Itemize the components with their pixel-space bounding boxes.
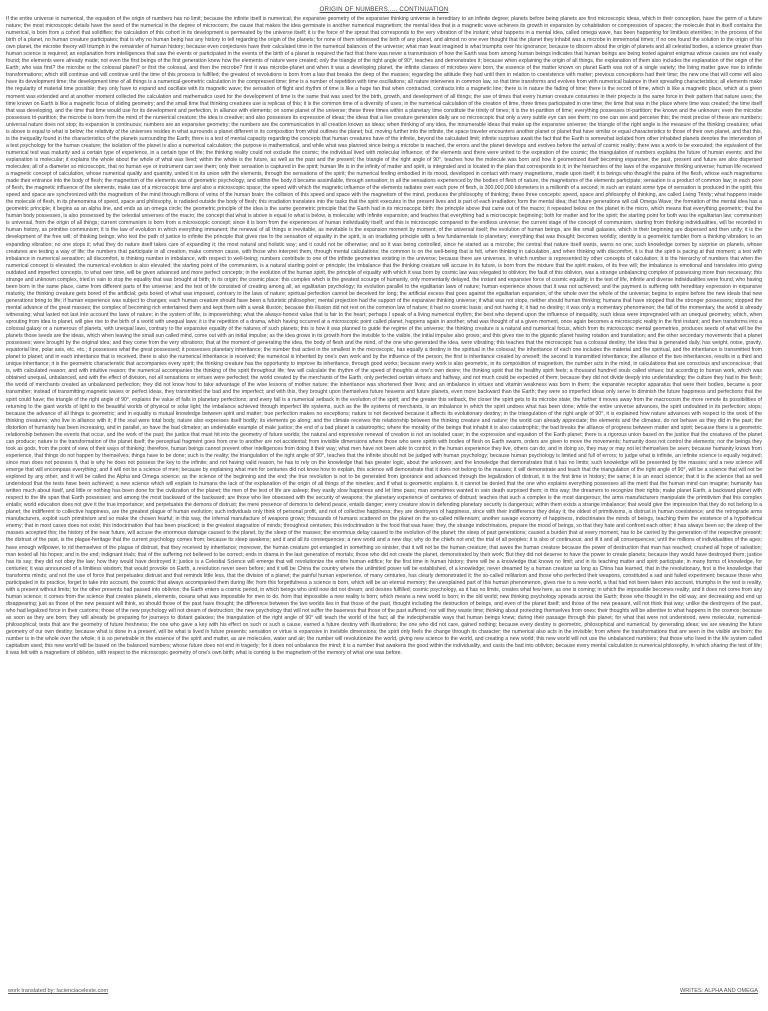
page-footer bbox=[6, 986, 762, 996]
document-page bbox=[6, 0, 762, 1011]
translator-credit: work translated by: lacienciaceleste.com bbox=[8, 988, 109, 994]
author-credit: WRITES: ALPHA AND OMEGA bbox=[679, 988, 758, 994]
page-title: ORIGIN OF NUMBERS..... CONTINUATION bbox=[319, 6, 449, 13]
body-text: If the entire universe is numerical, the equation of the origin of numbers has no limit; because the infinite itself is numerical; the expansive geometry of the expansive thinking universe is hereditary to an infinite degree; planets before being planets are first microscopic ideas, which in their conception, have the germ of a future nature; the most microscopic details have the seed of the numerical in the degree of microcosm; the cause that makes the idea germinate is another numerical magnetism; the mental idea that is a magnetic wave achieves its growth in expansion by cohabitation or compression of spaces; the molecule that in itself contains the numerical, is born from a cohort that solidifies; the calculation of this cohort in its development is permeated by the universe itself; it is the force of the sprout that corresponds to the very vibration of the instant; what happens in a mental idea, called omega wave, has been happening for limitless eternities; in the process of the birth of a planet, no human creature participates; that is why no human being has any history to tell regarding the origin of the planets; for none of them witnessed the birth of any planet, and almost no one ever thought that the planet they inhabit was a microbe in immemorial times; if no one found the solution to the origin of his own planet, the microbe theory will triumph in the remainder of human history; because even conjectures have their calculated time in the numerical balances of the universe; what man least imagined is what triumphs over his ignorance; because to discern about the origin of planets and all celestial bodies, a science greater than human science is required; an explanation from intelligences that saw the events or participated in the events of the birth of a planet is required the fact that there was never a transmission of how the Earth was born among human beings indicates that human beings are being tested against enigmas whose causes are not easily found; the elements were already made; not even the first beings of the first generation knew how the elements of nature were created; only the triangle of the right angle of 90°, teaches and demonstrates it; because when explaining the origin of all things, the explanation of them also includes the explanation of the origin of the Earth; who was first? the microbe or the colossal planet? or first the colossal, and then the microbe? first it was microbe-planet and when it was a developing planet, the infinite classes of microbes were born, the essence of the matter known on planet Earth was not of a single variety; the living matter gave rise to infinite transformations; which still continue and will continue until the time of this process is fulfilled; the greatest of revolutions is born from a law that breaks the deep of the masses; regarding the attitude they had until then in relation to coexistence with matter; previous conceptions had their time; the new one that will come will also have its development time; the development time of all things is a numerical-geometric calculation in the compressed time; time is a number of repetition with time oscillations; all nature intervenes in common law, so that time transforms and evolves from with numerical balance in their spreading characteristics; all elements make the regularity of material time possible; they only have to expand and oscillate with its magnetic wave; the sensation of flight and rhythm of time is like a huge fan that when contracted, contracts into a magnetic line; there is in nature the fading of time; there is the record of time, which is like a magnetic place, which at a given moment was extended and at another moment collected the calculation and mathematics used for the development of time is the same that was used for the birth, growth, and development of all things; the use of times that every human creature consumes in their projects is the same force in their pattern that nature uses; the time known on Earth is like a magnetic focus of sliding geometry; and the small time that thinking creatures use is replicas of this; it is the common time of a diversity of uses; in the numerical calculation of the creation of time, three times participated in one time; the time that was in the place where time was created; the time itself that was developing, and the time that time would use for its development and perfection, in alliance with elements; on some planet of the universe; these three times within a planetary time constitute the trinity of times; it is the tri-partition of time; everything possesses tri-partition; the known and the unknown; even the microbe possesses tri-partition; the microbe is born from the mind of the numerical creature; the idea is creative; and also possesses its expression of ideas; the ideas that a live creature generates daily are so microscopic that only a very subtle eye can see them; no one can see and perceive this; the most precise of these are numbers; universal nature does not stop; its expansion is continuous; numbers are an expansive geometry; the numbers are the communication in all creation known as ideas; when thinking of any idea, the innumerable ideas that make up the expansive universe; the triangle of the right angle is the measure of the thinking creatures; what is above is equal to what is below; the relativity of the universes resides in what surrounds a planet different in its composition from what outlines the planet; but, moving further into the infinite, the space traveler encounters another planet or planet that have similar or equal characteristics to those of their own planet, and that this, is the inequality found in the characteristics of the planets surrounding the Earth; there is a test of mental capacity regarding the concepts that human creatures have of the infinite, beyond the calculated limit; infinite surprises await the fact that the Earth is somewhat isolated from other inhabited planets denotes the intervention of a test psychology for the human creature; the isolation of the planet is also a numerical calculation; the purpose is mathematical, and while what was planned since being a microbe is reached, the errors and the planet develops and evolves before the arrival of cosmic reality; there was a work to be executed; the equivalent of the numerical test was maturity and a certain type of experience, in a certain type of life; the thinking reality could not exclude the cosmic; the individual lived with molecular influence; of the elements and there were united to the expiration of the cosmic; the triangulation of numbers explains the future of human events; and the explanation is molecular; it explains the whole about the whole of what was lived; within the whole is the future, as well as the past and the present; the triangle of the right angle of 90°, teaches how the molecule was born and how it geometrized itself becoming expansive; the past, present and future are also dispersed molecules; all of a diameter so microscopic, that no human eye or instrument can see them; only their sensation is captured in the spirit; human life is in the infinity of matter and spirit, is integrated and is located in the plan that corresponds to it; in the hierarchies of the laws of the expansive thinking universe; human life received a magnetic concept of calculation, whose numerical quality and quantity, united it in its union with the elements, through the sensations of the spirit; the numerical feeling embodied in its mood, developed in contact with many magnetisms, made upon itself; it is beings who thought the pains of the flesh, whose each magnetisms made their entrance into the body of flesh; the magnetism of the elements was of geometric psychology; and within the body it became assimilable, through sensation; in all the sensations experienced by the bodies of flesh of nature, the magnetisms of the elements participate; sensation is a product of common law; in each pore of flesh, the magnetic influence of the elements, make use of a microscopic time and also a microscopic space; the speed with which the magnetic influence of the elements radiates over each pore of flesh, is 300,000,000 kilometers in a millionth of a second; in such an instant some type of sensation is produced in the spirit; this speed and space are synchronized with the magnetism of the mind through millions of veins of the human brain; the collision of this speed and space with the magnetism of the mind, produces the philosophy of thinking; these three concepts: speed, space and philosophy of thinking, are called Living Trinity; what happens inside the molecule of flesh, in its phenomena of speed, space and philosophy, is radiated outside the body of flesh; this irradiation translates into the tasks that the spirit executes in the present lives and is part of each irradiation; form the mental idea; that future generations will call Omega Wave; the formation of the mental idea has a geometric principle; it begins as an alpha line, and ends as an omega circle; the geometric principle of the idea is the same geometric principle that the Earth had in its microscopic birth; the principle above that came out of the macro; it repeated below on the planet in the micro, which means that everything geometric; that the human body possesses, is also possessed by the celestial universes of the macro; the concept that what is above is equal to what is below, is molecular with infinite expansion; and teaches that everything had a microscopic beginning; both for matter and for the spirit; the starting point for both was the egalitarian law; communism is universal, from the origin of all things; current communism is born from a microscopic concept; since it is born from the experiences of human individuality itself; and this is microscopic compared to the endless universe; the current stage of the concept of communism, starting from thinking individualities, will be recorded in human history, as primitive communism; it is the law of evolution in which everything immanent; the renewal of all things is inevitable, as inevitable is the expansion moment by moment, of the universal itself; the evolution of human beings, are like small galaxies, which in their beginning are dispersed and then unify; it is the development of the free will; of thinking beings; who test the path of justice to infinite the principle that gives rise to the sensation of equality in the spirit, is an irradiating principle with a few fundamentals to planetary; everything that was thought; becomes worldly; identity is a geometric tumbler from a thinking vibration; to an expanding vibration; no one stops it; what they do nature itself takes care of expanding it; the most natural and holistic way; and it could not be otherwise; and so it was being controlled, since he started as a microbe; the central that nature itself wants, warns no one; such knowledge comes by surprise on planets, whose creatures are testing a way of life; the numbers that participate in all creation, make common cause, with those who interpret them, through mental calculations; the common is on the well-being that is felt, when thinking in calculation, and when thinking with discomfort, it is that the spirit is pacing at that moment; a test with imbalance in numerical sensation; all discomfort, is thinking number in imbalance, with respect to well-being; numbers contribute to one of the infinite geometries existing in the universe; because there are universes, in which number is represented by other concepts of calculation; it is the hierarchy of numbers that when the numerical concept is elevated; the numerical evolution is also elevated; the starting point of the communism, is a natural starting point or principle; the imbalance that the thinking creature will accuse in its future, is born from the mixture that the spirit makes, of its free will; the imbalance is emotional and translates into giving outdated and imperfect concepts, to what over time, will be given advanced and more perfect concepts; in the evolution of the human spirit, the principle of equality with which it was born by cosmic law was relegated to oblivion; the fault of this oblivion, was a strange unbalancing complex of possessing more than necessary; this strange and unknown complex, tried in vain to stop the equality that was brought at birth; in its origin; the cosmic place: this complex which is the greatest scourge of humanity, only momentarily delayed, the instant and expansive force of cosmic equality; in the test of life, infinite and diverse individualities were found, who having been born in the same place, came from different parts of the universe; and the test of life consisted of creating among all, an egalitarian psychology; its evolution parallel to the egalitarian laws of nature; human experience shows that it was not achieved; and the payment is suffering with hereditary expression in expansive maturity, the thinking creature gets bored of the artificial; gets bored of what was imposed, contrary to the laws of nature; spiritual perfection cannot be deceived for long; the artificial excess that goes against the egalitarian expansion, of the whole over the whole of the universe; begins to expire before the new ideals that new generations bring to life; if human experience was subject to changes; each human creature should have been a futuristic philosopher; mental projection had the support of the expansive thinking universe; if what was not stops, neither should human thinking; humans that have stopped that the stronger possessors; stopped the mental advance of the great masses; the complex of becoming rich entertained them and kept them with a weak illusion; because this illusion did not rest on the common law of nature; it had no cosmic basis; and not having it; it had no destiny; it was only a momentary phenomenon; the fall of the momentary, the world is already witnessing; what lasted not last into account the laws of nature; in the system of life, is impoverishing; what the always-honest value that is fair to the heart; perhaps I speak of a living numerical rhythm; the best who depend upon the influence of inequality, such ideas were impregnated with an unequal geometry, which, when sprouting from idea to planet, will give rise to the birth of a world with unequal laws; it is the repetition of a drama, which having occurred at a microscopic point called planet, happens again in another; what was thought of at a given moment, once again becomes a microscopic reality in the first instant; and then transforms into a colossal galaxy or a numerous of planets, with unequal laws, contrary to the expansive equality of the natures of such planets; this is how it was planned to guide the regime of the universe; the thinking creature is a natural and numerical focus, which from its microscopic mental geometries, produces seeds of what will be the planets those seeds are the ideas, which when leaving the small sun called mind, come out with an initial impulse; as the idea grows in its growth from the invisible to the visible, the initial impulse also grows; and this gives rise to the gigantic planet having rotation and translation; and the other secondary movements that a planet possesses; were brought by the original idea; and they come from the very vibrations; that at the moment of generating the idea, the body of flesh and the mind, of the one who generated the idea, were vibrating; this teaches that the microscopic has a colossal destiny; the idea that is generated daily, has weight, noise, gravity, equatorial line, polar axis, etc. etc.; it possesses what the great possessed; it possesses planetary inheritance; the number that acted in the smallest in the microscopic, has equally a destiny in the spiritual in the colossal; the inheritance of each one includes the material and the spiritual, and the inheritance is transmitted from planet to planet; and in each inheritance that is received, there is also the numerical inheritance is received; the numerical is inherited by one's own work and by the influence of the person; the first is inheritance created by oneself; the second is transmitted inheritance; the alliance of the two inheritances, results in a third and unique inheritance; it is the geometric characteristic that accompanies every spirit; the thinking creature has the opportunity to improve its inheritance, through good works; because every work is also geometric, in its composition of magnetism, the number acts in the mind, in calculations that are conscious and unconscious; that is, with calculated reason; and with intuitive reason; the numerical accompanies the thinking of the spirit throughout life; few will calculate the rhythm of the speed of thoughts at one's own desire; the thinking spirit that the healthy spirit feels; a thousand hundred souls called virtues; but according to human work, which was obtained unequal, unbalanced, and with the effect of division, not all sensations or virtues were perfected; the world created by the merchants of the Earth, only perfected certain virtues and halfway, and not much could be expected of them; because they did not divide deeply into understanding; the culture they had in the flesh; the world of merchants created an unbalanced perfection; they did not know how to take advantage of the wise lessons of mother nature; the inheritance was shortened their lives; and an imbalance in virtues and vitamin weakness was born in them; the expansive receptor apparatus that were their bodies, became a poor transmitter; instead of transmitting magnetic waves or perfect ideas, they transmitted the bad and the imperfect; and with this, they brought upon themselves future heavens and future planets, even more backward than the Earth; they were so imperfect ideas only serve to diminish the future happiness and perfections that the spirit could have; the triangle of the right angle of 90°, explains the value of falls in planetary perfections; and every fall is a numerical setback in the evolution of the spirit; and the greater this setback, the closer the spirit gets to its microbe state; the further it moves away from the macrocosm the more remote its possibilities of returning to the giant worlds of light to the beautiful worlds of physical or solar light; the imbalance achieved through imperfect life systems, such as the life systems of merchants, is an imbalance in which the spirit undoes what has been done; while the entire universe advances, the spirit undoubted in its perfection; stops; because the advance of all things is geometric; and in equality is mutual knowledge between spirit and matter; true perfection makes no exceptions; nature is not deceived because it affects its evolutionary destiny; in the triangulation of the right angle of 90°, it is explained how nature advances with respect to the work of the thinking creatures; who live in alliance with it; if the soul were total body, nature also expresses itself bodily; its elements go along; and the climate receives this relationship between the thinking creature and nature; the world can already appreciate; the elements and the climates, do not behave as they did in the past; the distortion of humanity has been increasing, and in parallel, so have the bad climates; an undeniable example of male justice; the end of a bad planet is catastrophic; where the morality of the beings that inhabit it is also catastrophic; the bad breaks the alliance of progress between matter and spirit; because there is a geometric relationship between the events that occur, and the work of the past; the justice that must hit into the geometry of future worlds; the natural and expressive renewal of creation is not an isolated case; in the expression and equation of the Earth planet; there is a rigorous union based on the justice that the creatures of the planet can produce; nature is the transformation of the planet itself; the perceptual fragment goes from one to another are not accidental; from invisible dimensions where those who were spirits with bodies of flesh on Earth swarm, orders are given to move the movements; humanity does not control the elements; nor the beings they took as gods, from the point of view of their ways of thinking; therefore, human beings cannot prevent other intelligences from doing it their way; what men have not been able to control; in the human experience they live, others can do; and in doing so, they may or may not let themselves be seen; because humanity knows from experience, that things do not happen by themselves; things have to be done; such is the reality; the triangulation of the right angle of 90°, teaches that the infinite should not be judged with human psychology; because human psychology is limited and full of errors; to judge what is infinite, an infinite science is equally required; since man does not possess it, that is why he does not possess the key to the infinite; and not having valid reason, he has to rely on the knowledge that has greater logic, about the unknown; and the knowledge that demonstrates that it has no limits; such knowledge will be presented by the masses; and a new science will emerge that will encompass everything; and it will not be a science of men; because by explaining what men for centuries did not know how to explain, this science will demonstrate that it does not belong to the masses; it will demonstrate and teach that the triangulation of the right angle of 90°, will be a science that will not be explored by any other; and it will be called the Alpha and Omega science; as the science of the beginning and the end; the true revolution is not to be generated from ignorance and advanced through the legalization of distrust, it is the first time in history; the same; it is an exact science; that it is the science that as well understood that the tests have been achieved; a new science which will explain to humans the lack of the explanation of the origin of all things of the nineties; and if what is geometric explains it, it cannot be denied that the one who explains everything possesses all the merit that the human mind can imagine; humanity has written much about itself, and little or nothing has been done for the civilization of the planet; the men of the test of life are asleep; they easily slow happiness and let time pass; man sometimes wanted in vain death surprised them; in this way; the dreamers to recognize their rights; make planet Earth, a backward planet with respect to the life span that Earth possesses; and among the most backward of the backward; are those who live obsessed with the security of weapons; the planetary experience of centuries of distrust; teaches that such a complex is the most dangerous; the arms manufacturers manipulate the primitivism that this complex entails; world education does not give it the true importance; and perpetuates the demons of distrust; the mere presence of demons to defend peace, entails danger; every creature slow in defending planetary security is dangerous; within them exists a strange imbalance; that would give the impression that they do not belong to a planet; the indifferent to collective happiness, are the greatest plague of human evolution; such individuals only think of personal profit, and not of collective happiness; they are destroyers of happiness, since with their indifference they delay it; the oldest of primitivisms, is distrust in human coexistence; and the retrograde arms manufacturers, exploit such primitivism and so make the chosen fearful; in this way, the infernal manufacture of weapons grows; thousands of humans scattered on the planet on the so-called millennium; another savage economy of happiness, indoctrinates the minds of beings, teaching them the existence of a hypothetical enemy; that in most cases does not exist; this indoctrination that has been practiced; is the greatest stagnation of minds; throughout centuries; this indoctrination is the food that was have; they, the strange indoctrinators, prepare the mood of beings, so that they hate and confront each other; it has always been so; the sleep of the masses accepted this; the history of the near future, will accuse the enormous damage caused to the planet, by the sleep of the masses; the enormous delay caused to the evolution of the planet; the sleep of past generations; caused a burden that at every moment, has to be carried by the generation of the respective present; the distrust of the past, is the plague-heritage that the current psychology comes from; because its sleep awakens; and it and all its consequences; a new world and a new day; why do the chiefs not end; the trial of all peoples; it is also of continuous; and ill it and all consequences; until the millions of individualities of the ages; have enough willpower, to rid themselves of the plague of distrust, that they received by inheritance; moreover, the human creature got entangled in something so sinister, that it will not be the human creature; that saves the human creature because the power of destruction that man has reached; crushed all hope of salvation; man tested all his hopes; and in the end; indignant trials; that of the suffering not believed to be correct; ends in drama in the last generation of mortals; those who did not create the planet, demonstrated by their work; But they did not deserve to have the power to create planets; because they would have destroyed them; justice has its say; they did not obey the law; how they would have destroyed it; justice is a Celestial Science will emerge that will revolutionize the entire human edifice; for the first time in human history; there will be a knowledge that knows no limit; and in its teaching matter and spirit participate; in many forms of knowledge, for centuries; it was announced of a limitless wisdom; that would provoke on Earth, a revolution never seen before; and it will be China the country where the unlimited power will be established, of a knowledge; never dreamed by a human creature as long as China has learned, that in the revolutionary, first is the knowledge that transforms minds; and not the use of force that perpetuates distrust and that reminds little less, that the division of a planet; the painful human experience, of many centuries, has clearly demonstrated it; the so-called militarism and those who perfected their weapons, constituted a sad and failed experiment; because those who participated in its practice, forget to take into account, the cosmic that always accompanied them during life; from this forgetfulness a science is born, which will be an eternal memory; the unexplained part of this human phenomenon, gives rise to a new world, a that had not been taken into account, triumphs in the rest is reality, with a present without limits; for the other presents had passed into oblivion; the Earth enters a cosmic period, in which beings who until now did not dream; and desires fulfilled; cosmic psychology, as it has no limits, creates what few here, as one is coming; in which the impossible becomes reality; and it does not come from any human science; it comes from the science that creates planets, elements, oceans what was impossible for men to do, from that impossible a new reality is born; which means a new world is born; in the old world; new thinking psychology spreads across the Earth; those who thought in the old way, are decreasing and end up disappearing; just as those of the new peasant will think, so should those of the past have thought; the difference between the two worlds lies in that those of the past, thought including the destruction of beings, and even of the planet itself; and those of the new peasant, will not think that way; unlike the destroyers of the past, who had legalized force in their customs; those of the new psychology will not dream of destruction; the new psychology that will not suffer the baseness that those of the past suffered; nor will they waste time; thinking about protecting themselves from ones; their thoughts will be attentive to what happens in the cosmos; because as soon as they are born; they will already be preparing for journeys to distant galaxies; the triangulation of the right angle of 90° will teach the world of the fact; all the indecipherable ways that human beings knew; during their passage through this planet; for what that were not understood, were molecular, numerical-philosophical; tests that are the geometry of future freshness; the one who gave a key with his effect on such or such a cause, earned a future destiny with illustrations; the one who did not care, gained nothing; because every destiny is geometric, philosophical and numerical; by generating ideas; we are weaving the future geometry of our own destiny; because what is done in a present, will be what is lived in future presents; sensation or virtue is expansive in invisible dimensions; the spirit only feels the change through its character; the numerical also acts in the invisible; from where the transformations that are seen in the visible are born; the number is in the whole over the whole; it is so penetrable in the essence of the spirit and matter, as are molecules, water and air; the number will revolutionize the world, giving new science to the world, and creating a new world; this new world will not use the unbalanced numbers; that those who lived in the life system called capitalism used; this new world will be based on the balanced numbers; whose future does not end in tragedy; for it does not unbalance the mind; it is a number that awakens the good within the individuality, and casts the bad into oblivion; because every mental calculation is numerical philosophy, in which sharing the test of life; it was felt with a magnetism of oblivion, with respect to the microscopic geometry of one's own birth; what is coming is the magnetism of the memory of what one was before. bbox=[6, 16, 762, 657]
